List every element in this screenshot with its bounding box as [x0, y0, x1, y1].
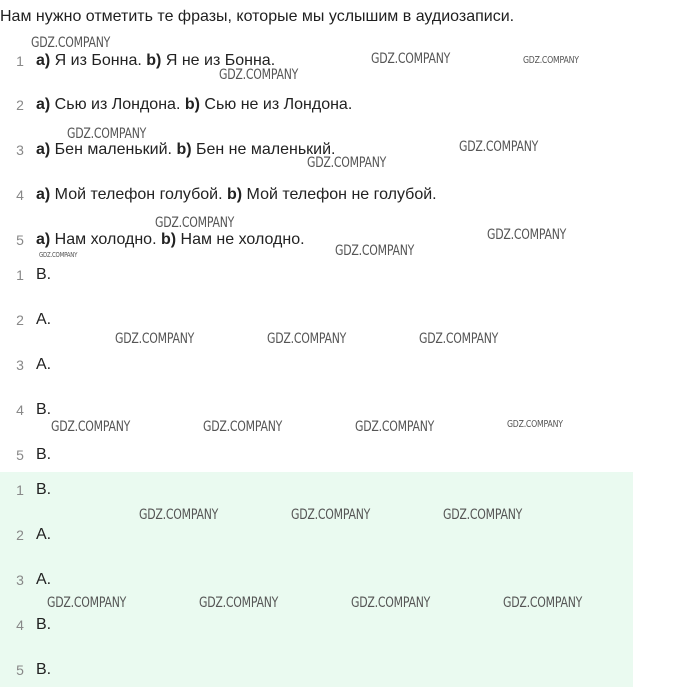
row-text [36, 96, 352, 114]
option-b-label: b) [146, 52, 162, 69]
watermark: GDZ.COMPANY [203, 419, 283, 435]
watermark: GDZ.COMPANY [219, 67, 299, 83]
row-text [36, 231, 305, 249]
row-number: 2 [16, 97, 24, 113]
answer-value: A. [36, 311, 52, 328]
watermark: GDZ.COMPANY [67, 126, 147, 142]
answer-number: 3 [16, 357, 24, 373]
option-a-label: a) [36, 186, 51, 203]
watermark: GDZ.COMPANY [307, 155, 387, 171]
option-b-text: Нам не холодно. [176, 231, 305, 248]
row-text [36, 141, 335, 159]
option-b-text: Бен не маленький. [191, 141, 336, 158]
answer-value: B. [36, 266, 52, 283]
answer-number: 5 [16, 447, 24, 463]
answer-number: 2 [16, 527, 24, 543]
watermark: GDZ.COMPANY [115, 331, 195, 347]
option-a-label: a) [36, 231, 51, 248]
row-number: 1 [16, 53, 24, 69]
answer-number: 5 [16, 662, 24, 678]
watermark: GDZ.COMPANY [39, 251, 78, 259]
watermark: GDZ.COMPANY [335, 243, 415, 259]
watermark: GDZ.COMPANY [523, 55, 579, 66]
watermark: GDZ.COMPANY [419, 331, 499, 347]
option-b-label: b) [160, 231, 177, 248]
option-a-text: Сью из Лондона. [50, 96, 185, 113]
option-b-text: Сью не из Лондона. [199, 96, 353, 113]
page-header: Нам нужно отметить те фразы, которые мы услышим в аудиозаписи. [0, 8, 515, 25]
answer-value: A. [36, 571, 52, 588]
option-a-label: a) [36, 96, 51, 113]
answer-value: A. [36, 356, 52, 373]
option-b-label: b) [227, 186, 243, 203]
watermark: GDZ.COMPANY [267, 331, 347, 347]
answer-number: 1 [16, 482, 24, 498]
watermark: GDZ.COMPANY [31, 35, 111, 51]
option-a-text: Бен маленький. [50, 141, 177, 158]
option-b-label: b) [184, 96, 200, 113]
watermark: GDZ.COMPANY [199, 595, 279, 611]
answer-number: 4 [16, 617, 24, 633]
answer-number: 1 [16, 267, 24, 283]
watermark: GDZ.COMPANY [459, 139, 539, 155]
option-a-label: a) [36, 141, 51, 158]
row-text [36, 186, 437, 204]
option-b-text: Мой телефон не голубой. [242, 186, 437, 203]
highlighted-answer-panel [0, 472, 633, 687]
option-b-label: b) [176, 141, 192, 158]
watermark: GDZ.COMPANY [51, 419, 131, 435]
watermark: GDZ.COMPANY [355, 419, 435, 435]
row-number: 5 [16, 232, 24, 248]
row-number: 3 [16, 142, 24, 158]
answer-number: 2 [16, 312, 24, 328]
answer-number: 4 [16, 402, 24, 418]
option-b-text: Я не из Бонна. [161, 52, 276, 69]
answer-value: B. [36, 401, 52, 418]
watermark: GDZ.COMPANY [443, 507, 523, 523]
watermark: GDZ.COMPANY [139, 507, 219, 523]
answer-number: 3 [16, 572, 24, 588]
watermark: GDZ.COMPANY [503, 595, 583, 611]
watermark: GDZ.COMPANY [47, 595, 127, 611]
watermark: GDZ.COMPANY [487, 227, 567, 243]
answer-value: B. [36, 661, 52, 678]
watermark: GDZ.COMPANY [371, 51, 451, 67]
watermark: GDZ.COMPANY [291, 507, 371, 523]
watermark: GDZ.COMPANY [351, 595, 431, 611]
option-a-text: Мой телефон голубой. [50, 186, 227, 203]
watermark: GDZ.COMPANY [507, 419, 563, 430]
answer-value: B. [36, 616, 52, 633]
watermark: GDZ.COMPANY [155, 215, 235, 231]
option-a-text: Я из Бонна. [50, 52, 147, 69]
option-a-label: a) [36, 52, 51, 69]
answer-value: A. [36, 526, 52, 543]
answer-value: B. [36, 446, 52, 463]
option-a-text: Нам холодно. [50, 231, 161, 248]
answer-value: B. [36, 481, 52, 498]
row-number: 4 [16, 187, 24, 203]
